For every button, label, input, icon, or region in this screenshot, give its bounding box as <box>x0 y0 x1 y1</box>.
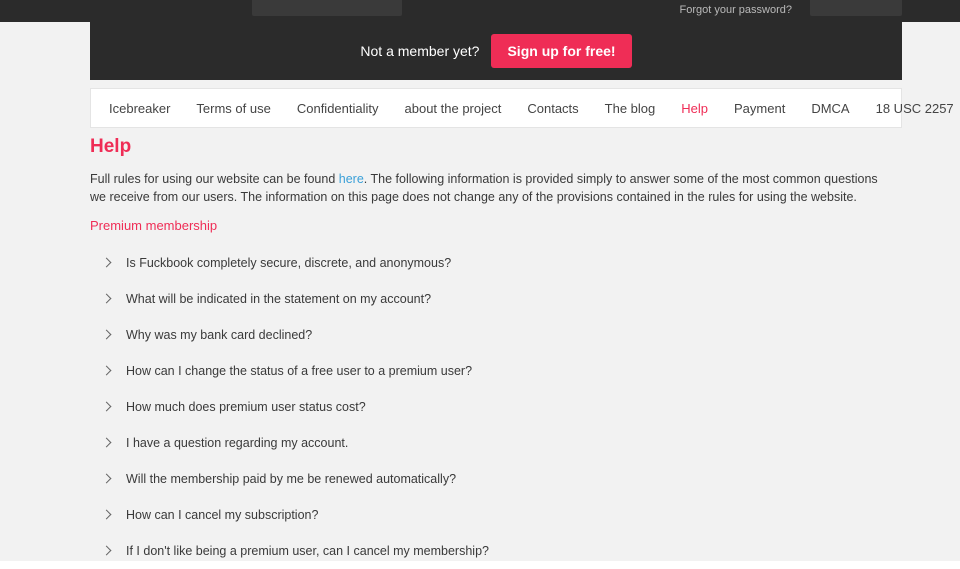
faq-list <box>90 245 902 569</box>
faq-item[interactable] <box>90 353 902 389</box>
sign-up-button[interactable]: Sign up for free! <box>491 34 631 68</box>
chevron-right-icon <box>100 256 114 270</box>
intro-text-after: . The following information is provided simply to answer some of the most common questions we receive from our users. The information on this page does not change any of the provisions contained in the rules for using the website. <box>90 172 878 204</box>
section-label-premium-membership: Premium membership <box>90 218 218 233</box>
login-email-field[interactable] <box>252 0 402 16</box>
page-title: Help <box>90 136 132 157</box>
signup-question: Not a member yet? <box>360 43 480 59</box>
chevron-right-icon <box>100 508 114 522</box>
intro-text-before: Full rules for using our website can be found <box>90 172 339 186</box>
nav-item-18-usc-2257[interactable]: 18 USC 2257 <box>875 100 954 116</box>
top-bar <box>0 0 960 22</box>
faq-item[interactable] <box>90 317 902 353</box>
left-gutter <box>0 22 90 561</box>
faq-question: If I don't like being a premium user, can I cancel my membership? <box>126 544 489 558</box>
chevron-right-icon <box>100 400 114 414</box>
chevron-right-icon <box>100 436 114 450</box>
chevron-right-icon <box>100 472 114 486</box>
faq-item[interactable] <box>90 497 902 533</box>
faq-question: Why was my bank card declined? <box>126 328 313 342</box>
faq-question: I have a question regarding my account. <box>126 436 349 450</box>
nav-item-the-blog[interactable]: The blog <box>604 100 656 116</box>
nav-item-icebreaker[interactable]: Icebreaker <box>109 100 171 116</box>
faq-question: What will be indicated in the statement on my account? <box>126 292 432 306</box>
faq-item[interactable] <box>90 425 902 461</box>
nav-item-about-the-project[interactable]: about the project <box>404 100 502 116</box>
chevron-right-icon <box>100 328 114 342</box>
nav-item-dmca[interactable]: DMCA <box>811 100 850 116</box>
faq-question: Is Fuckbook completely secure, discrete, and anonymous? <box>126 256 452 270</box>
login-password-field[interactable] <box>810 0 902 16</box>
main-content <box>90 132 902 569</box>
faq-question: Will the membership paid by me be renewed automatically? <box>126 472 457 486</box>
chevron-right-icon <box>100 544 114 558</box>
faq-question: How can I change the status of a free user to a premium user? <box>126 364 473 378</box>
site-nav <box>90 88 954 128</box>
nav-item-payment[interactable]: Payment <box>734 100 786 116</box>
nav-item-terms-of-use[interactable]: Terms of use <box>196 100 271 116</box>
intro-paragraph <box>90 170 892 206</box>
faq-item[interactable] <box>90 245 902 281</box>
faq-item[interactable] <box>90 389 902 425</box>
faq-item[interactable] <box>90 461 902 497</box>
rules-link[interactable]: here <box>338 172 364 186</box>
forgot-password-link[interactable]: Forgot your password? <box>679 4 792 16</box>
faq-question: How can I cancel my subscription? <box>126 508 319 522</box>
nav-item-contacts[interactable]: Contacts <box>527 100 579 116</box>
nav-item-confidentiality[interactable]: Confidentiality <box>296 100 379 116</box>
faq-item[interactable] <box>90 281 902 317</box>
chevron-right-icon <box>100 364 114 378</box>
chevron-right-icon <box>100 292 114 306</box>
signup-banner <box>90 22 902 80</box>
nav-item-help[interactable]: Help <box>681 100 709 116</box>
faq-question: How much does premium user status cost? <box>126 400 366 414</box>
faq-item[interactable] <box>90 533 902 569</box>
